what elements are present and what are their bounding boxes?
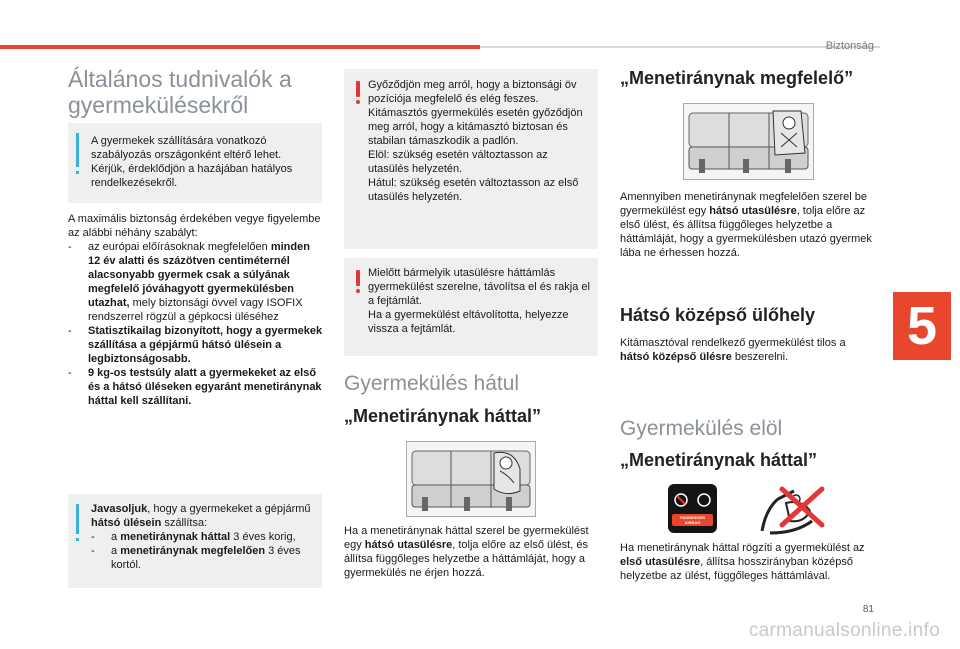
rear-centre-paragraph: Kitámasztóval rendelkező gyermekülést tilos a hátsó középső ülésre beszerelni. bbox=[620, 337, 846, 363]
airbag-off-warning-icon bbox=[668, 484, 717, 533]
airbag-symbol-icon bbox=[668, 484, 717, 533]
rearward-child-seat-prohibited-icon bbox=[756, 481, 834, 537]
header-rule bbox=[480, 46, 880, 48]
section-title-rear: Gyermekülés hátul bbox=[344, 372, 520, 395]
warning-box-belt bbox=[344, 69, 598, 249]
rule-item: - Statisztikailag bizonyított, hogy a gyermekek szállítása a gépjármű hátsó ülésein a legbiztonságosabb. bbox=[68, 324, 323, 366]
rearward-seat-illustration bbox=[406, 441, 536, 517]
rules-block bbox=[68, 212, 323, 408]
recommendation-text: Javasoljuk, hogy a gyermekeket a gépjármű hátsó ülésein szállítsa: bbox=[91, 503, 311, 529]
watermark: carmanualsonline.info bbox=[748, 620, 940, 641]
rules-intro: A maximális biztonság érdekében vegye figyelembe az alábbi néhány szabályt: bbox=[68, 213, 321, 239]
recommendation-list bbox=[91, 530, 316, 572]
forward-seat-illustration bbox=[683, 103, 814, 180]
info-box-recommendation bbox=[68, 494, 322, 588]
subsection-title-rearward: „Menetiránynak háttal” bbox=[344, 406, 542, 426]
info-icon bbox=[76, 504, 79, 534]
page-number: 81 bbox=[862, 604, 874, 615]
info-box-regulations bbox=[68, 123, 322, 203]
section-name: Biztonság bbox=[825, 40, 874, 52]
header-accent-bar bbox=[0, 45, 480, 49]
chapter-tab: 5 bbox=[893, 292, 951, 360]
subsection-title-rear-centre: Hátsó középső ülőhely bbox=[620, 305, 816, 325]
warning-icon bbox=[356, 81, 360, 97]
info-text: A gyermekek szállítására vonatkozó szabályozás országonként eltérő lehet. Kérjük, érdeklődjön a hazájában hatályos rendelkezésekről. bbox=[91, 135, 293, 189]
forward-paragraph: Amennyiben menetiránynak megfelelően szerel be gyermekülést egy hátsó utasülésre, tolja előre az első ülést, és állítsa függőleges helyzetbe a háttámláját, hogy a gyermekülésben utazó gyermek lába ne érhessen hozzá. bbox=[620, 191, 872, 259]
list-item: - a menetiránynak megfelelően 3 éves kortól. bbox=[91, 544, 316, 572]
rule-item: - 9 kg-os testsúly alatt a gyermekeket az első és a hátsó üléseken egyaránt menetiránynak háttal kell szállítani. bbox=[68, 366, 323, 408]
list-item: - a menetiránynak háttal 3 éves korig, bbox=[91, 530, 316, 544]
page-title: Általános tudnivalók a gyermekülésekről bbox=[68, 66, 292, 119]
warning-icon bbox=[356, 270, 360, 286]
airbag-label: PASSENGER AIRBAG bbox=[680, 515, 705, 525]
subsection-title-front-rearward: „Menetiránynak háttal” bbox=[620, 450, 818, 470]
warning-text: Mielőtt bármelyik utasülésre háttámlás gyermekülést szerelne, távolítsa el és rakja el a fejtámlát. Ha a gyermekülést eltávolította, helyezze vissza a fejtámlát. bbox=[368, 267, 590, 335]
warning-text: Győződjön meg arról, hogy a biztonsági öv pozíciója megfelelő és elég feszes. Kitámasztós gyermekülés esetén győződjön meg arról, hogy a kitámasztó biztosan és stabilan támaszkodik a padlón. Elöl: szükség esetén változtasson az utasülés helyzetén. Hátul: szükség esetén változtasson az első utasülés helyzetén. bbox=[368, 79, 583, 203]
front-rearward-paragraph: Ha menetiránynak háttal rögzíti a gyermekülést az első utasülésre, állítsa hosszirányban középső helyzetbe az ülést, függőleges háttámlával. bbox=[620, 542, 865, 582]
rearward-paragraph: Ha a menetiránynak háttal szerel be gyermekülést egy hátsó utasülésre, tolja előre az első ülést, és állítsa függőleges helyzetbe a háttámláját, hogy a gyermekülés ne érjen hozzá. bbox=[344, 525, 589, 579]
subsection-title-forward: „Menetiránynak megfelelő” bbox=[620, 68, 854, 88]
rules-list bbox=[68, 240, 323, 408]
warning-box-headrest bbox=[344, 258, 598, 356]
info-icon bbox=[76, 133, 79, 167]
rule-item: - az európai előírásoknak megfelelően minden 12 év alatti és százötven centiméternél alacsonyabb gyermek csak a súlyának megfelelő jóváhagyott gyermekülésben utazhat, mely biztonsági övvel vagy ISOFIX rendszerrel rögzül a gépkocsi üléséhez bbox=[68, 240, 323, 324]
section-title-front: Gyermekülés elöl bbox=[620, 417, 783, 440]
